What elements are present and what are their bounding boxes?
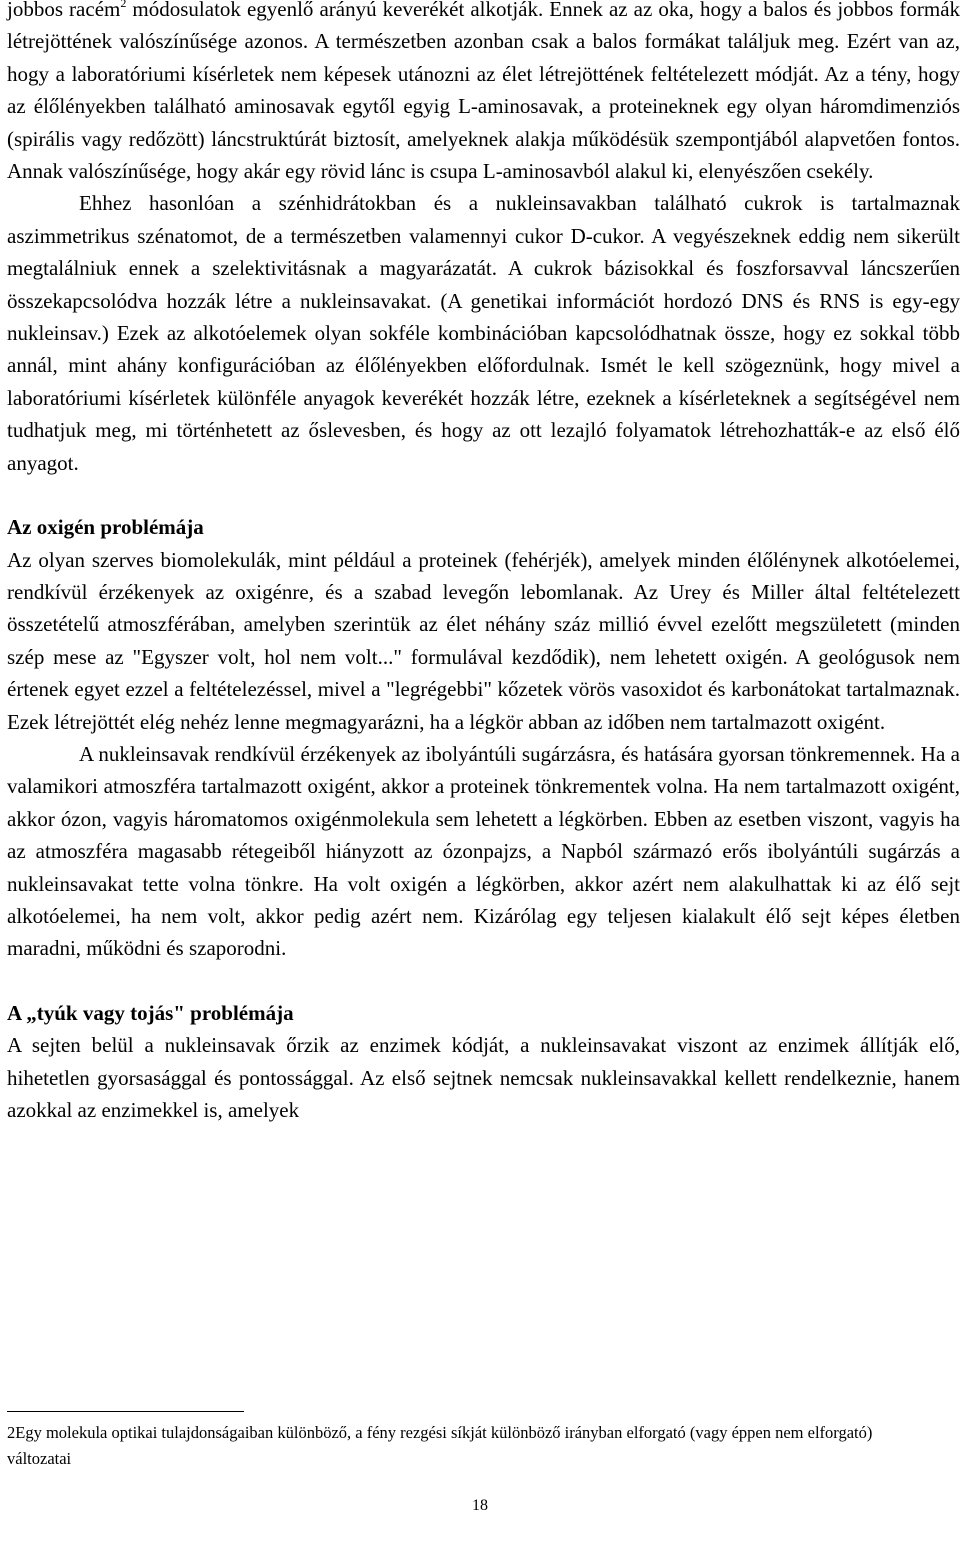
page-body <box>7 0 960 1126</box>
paragraph-sugars: Ehhez hasonlóan a szénhidrátokban és a nukleinsavakban található cukrok is tartalmaznak aszimmetrikus szénatomot, de a természetben valamennyi cukor D-cukor. A vegyészeknek eddig nem sikerült megtalálniuk ennek a szelektivitásnak a magyarázatát. A cukrok bázisokkal és foszforsavval láncszerűen összekapcsolódva hozzák létre a nukleinsavakat. (A genetikai információt hordozó DNS és RNS is egy-egy nukleinsav.) Ezek az alkotóelemek olyan sokféle kombinációban kapcsolódhatnak össze, hogy ez sokkal több annál, mint ahány konfigurációban az élőlényekben előfordulnak. Ismét le kell szögeznünk, hogy mivel a laboratóriumi kísérletek különféle anyagok keverékét hozzák létre, ezeknek a kísérleteknek a segítségével nem tudhatjuk meg, mi történhetett az őslevesben, és hogy az ott lezajló folyamatok létrehozhatták-e az első élő anyagot. <box>7 191 960 475</box>
footnote-reference: 2 <box>120 0 127 10</box>
footnote-divider <box>7 1411 244 1412</box>
paragraph-oxygen-2: A nukleinsavak rendkívül érzékenyek az ibolyántúli sugárzásra, és hatására gyorsan tönkremennek. Ha a valamikori atmoszféra tartalmazott oxigént, akkor a proteinek tönkrementek volna. Ha nem tartalmazott oxigént, akkor ózon, vagyis háromatomos oxigénmolekula sem lehetett a légkörben. Ebben az esetben viszont, vagyis ha az atmoszféra magasabb rétegeiből hiányzott az ózonpajzs, a Napból származó erős ibolyántúli sugárzás a nukleinsavakat tette volna tönkre. Ha volt oxigén a légkörben, akkor azért nem alakulhattak ki az élő sejt alkotóelemei, ha nem volt, akkor pedig azért nem. Kizárólag egy teljesen kialakult élő sejt képes életben maradni, működni és szaporodni. <box>7 741 960 961</box>
footnote <box>7 1420 937 1472</box>
paragraph-text-start: jobbos racém <box>7 0 121 21</box>
section-gap <box>7 965 960 997</box>
page-number: 18 <box>472 1497 488 1514</box>
paragraph-chirality <box>7 0 960 187</box>
section-heading-chicken-egg: A „tyúk vagy tojás" problémája <box>7 1000 294 1025</box>
paragraph-oxygen-1: Az olyan szerves biomolekulák, mint például a proteinek (fehérjék), amelyek minden élőlénynek alkotóelemei, rendkívül érzékenyek az oxigénre, és a szabad levegőn lebomlanak. Az Urey és Miller által feltételezett összetételű atmoszférában, amelyben szerintük az élet néhány száz millió évvel ezelőtt megszületett (minden szép mese az "Egyszer volt, hol nem volt..." formulával kezdődik), nem lehetett oxigén. A geológusok nem értenek egyet ezzel a feltételezéssel, mivel a "legrégebbi" kőzetek vörös vasoxidot és karbonátokat tartalmaznak. Ezek létrejöttét elég nehéz lenne megmagyarázni, ha a légkör abban az időben nem tartalmazott oxigént. <box>7 547 960 734</box>
footnote-text: Egy molekula optikai tulajdonságaiban különböző, a fény rezgési síkját különböző irányban elforgató (vagy éppen nem elforgató) változatai <box>7 1423 873 1468</box>
section-gap <box>7 479 960 511</box>
section-heading-oxygen: Az oxigén problémája <box>7 515 204 540</box>
footnote-mark: 2 <box>7 1423 16 1442</box>
paragraph-chicken-egg-1: A sejten belül a nukleinsavak őrzik az enzimek kódját, a nukleinsavakat viszont az enzimek állítják elő, hihetetlen gyorsasággal és pontossággal. Az első sejtnek nemcsak nukleinsavakkal kellett rendelkeznie, hanem azokkal az enzimekkel is, amelyek <box>7 1033 960 1122</box>
paragraph-text-rest: módosulatok egyenlő arányú keverékét alkotják. Ennek az az oka, hogy a balos és jobbos formák létrejöttének valószínűsége azonos. A természetben azonban csak a balos formákat találjuk meg. Ezért van az, hogy a laboratóriumi kísérletek nem képesek utánozni az élet létrejöttének feltételezett módját. Az a tény, hogy az élőlényekben található aminosavak egytől egyig L-aminosavak, a proteineknek egy olyan háromdimenziós (spirális vagy redőzött) láncstruktúrát biztosít, amelyeknek alakja működésük szempontjából alapvetően fontos. Annak valószínűsége, hogy akár egy rövid lánc is csupa L-aminosavból alakul ki, elenyészően csekély. <box>7 0 960 184</box>
